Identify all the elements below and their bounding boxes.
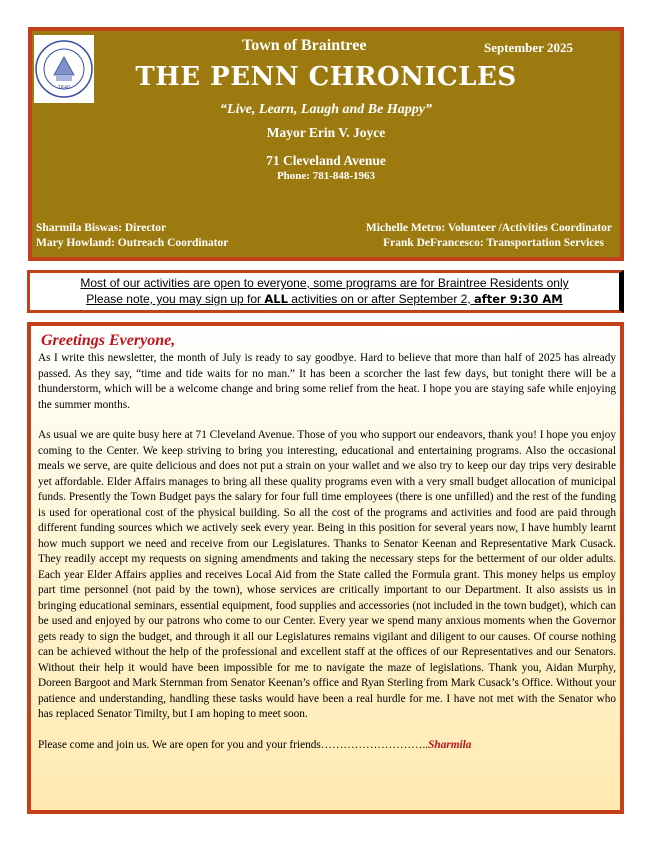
newsletter-title: THE PENN CHRONICLES bbox=[135, 62, 517, 92]
letter-body bbox=[38, 351, 616, 768]
staff-outreach: Mary Howland: Outreach Coordinator bbox=[36, 237, 229, 249]
notice-time: after 9:30 AM bbox=[474, 292, 563, 306]
address: 71 Cleveland Avenue bbox=[266, 153, 386, 168]
motto: “Live, Learn, Laugh and Be Happy” bbox=[220, 102, 432, 117]
closing-line bbox=[38, 738, 616, 754]
directors-letter bbox=[27, 322, 624, 814]
notice-all: ALL bbox=[264, 292, 288, 306]
mayor: Mayor Erin V. Joyce bbox=[266, 125, 386, 140]
town-name: Town of Braintree bbox=[242, 37, 367, 54]
signup-notice bbox=[27, 270, 624, 313]
issue-month: September 2025 bbox=[484, 40, 573, 55]
closing-text: Please come and join us. We are open for you and your friends……………………….. bbox=[38, 738, 429, 751]
newsletter-header bbox=[28, 27, 624, 261]
phone: Phone: 781-848-1963 bbox=[276, 170, 376, 182]
notice-line-2 bbox=[30, 291, 619, 307]
notice-line-1: Most of our activities are open to everyone, some programs are for Braintree Residents only bbox=[80, 276, 569, 290]
notice-line-2-mid: activities on or after September 2, bbox=[287, 292, 475, 306]
paragraph-2: As usual we are quite busy here at 71 Cleveland Avenue. Those of you who support our endeavors, thank you! I hope you enjoy coming to the Center. We keep striving to bring you interesting, educational and entertaining programs. Also the occasional meals we serve, are quite delicious and does not put a strain on your wallet and we also try to keep our day trips very desirable yet affordable. Elder Affairs manages to bring all these quality programs even with a very small budget allocation of municipal funds. Presently the Town Budget pays the salary for four full time employees (there is one unfilled) and the rest of the funding is used for operational cost of the physical building. So all the cost of the programs and activities and food are paid through different funding sources which we actively seek every year. Being in this position for several years now, I have humbly learnt how much support we need and receive from our Legislatures. Thanks to Senator Keenan and Representative Mark Cusack. They readily accept my requests on signing amendments and taking the necessary steps for the betterment of our older adults. Each year Elder Affairs applies and receives Local Aid from the State called the Formula grant. This money helps us employ part time personnel (not paid by the town), whose services are critically important to our Department. It also assists us in bringing educational seminars, essential equipment, food supplies and accessories (not included in the town budget), which can be used and enjoyed by our patrons who come to our Center. Every year we spend many anxious moments when the Governor gets ready to sign the budget, and through it all our Legislatures remains vigilant and diligent to our causes. Of course nothing can be achieved without the help of the professional and excellent staff at the offices of our Representatives and our Senators. Without their help it would have been impossible for me to navigate the maze of legislations. Thank you, Aidan Murphy, Doreen Bargoot and Mark Sternman from Senator Keenan’s office and Ryan Sterling from Mark Cusack’s Office. Without your patience and understanding, handling these tasks would have been a real hurdle for me. I have not met with the Senator who has replaced Senator Timilty, but I am hoping to meet soon. bbox=[38, 429, 616, 720]
staff-transportation: Frank DeFrancesco: Transportation Services bbox=[383, 237, 604, 249]
staff-director: Sharmila Biswas: Director bbox=[36, 222, 167, 234]
staff-volunteer: Michelle Metro: Volunteer /Activities Coordinator bbox=[365, 222, 612, 234]
paragraph-1: As I write this newsletter, the month of July is ready to say goodbye. Hard to believe that more than half of 2025 has already passed. As they say, “time and tide waits for no man.” It has been a scorcher the last few days, but tonight there will be a thunderstorm, which will be a welcome change and bring some relief from the heat. I hope you are staying safe while enjoying the summer months. bbox=[38, 352, 616, 411]
svg-text:1640: 1640 bbox=[57, 85, 71, 91]
greeting: Greetings Everyone, bbox=[41, 332, 176, 349]
notice-line-2-pre: Please note, you may sign up for bbox=[86, 292, 265, 306]
signature: Sharmila bbox=[428, 738, 472, 751]
